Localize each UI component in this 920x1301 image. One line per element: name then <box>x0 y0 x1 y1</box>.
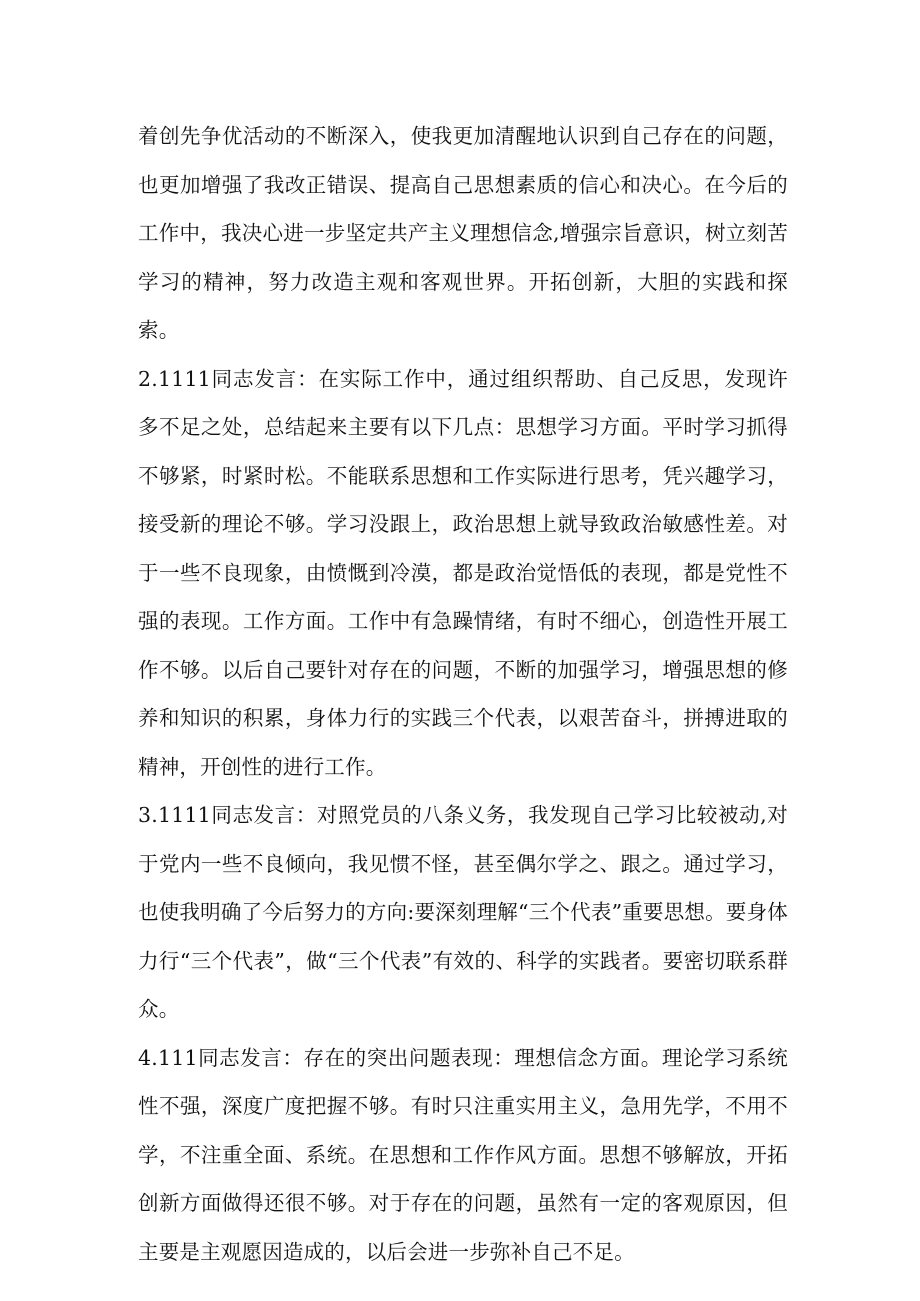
paragraph-continuation: 着创先争优活动的不断深入，使我更加清醒地认识到自己存在的问题，也更加增强了我改正错误、提高自己思想素质的信心和决心。在今后的工作中，我决心进一步坚定共产主义理想信念,增强宗旨意识，树立刻苦学习的精神，努力改造主观和客观世界。开拓创新，大胆的实践和探索。 <box>138 124 788 342</box>
paragraph-speech-3: 3.1111同志发言：对照党员的八条义务，我发现自己学习比较被动,对于党内一些不良倾向，我见惯不怪，甚至偶尔学之、跟之。通过学习，也使我明确了今后努力的方向:要深刻理解“三个代表”重要思想。要身体力行“三个代表”，做“三个代表”有效的、科学的实践者。要密切联系群众。 <box>138 803 788 1021</box>
document-page <box>138 112 788 1276</box>
paragraph-speech-2: 2.1111同志发言：在实际工作中，通过组织帮助、自己反思，发现许多不足之处，总结起来主要有以下几点：思想学习方面。平时学习抓得不够紧，时紧时松。不能联系思想和工作实际进行思考，凭兴趣学习，接受新的理论不够。学习没跟上，政治思想上就导致政治敏感性差。对于一些不良现象，由愤慨到冷漠，都是政治觉悟低的表现，都是党性不强的表现。工作方面。工作中有急躁情绪，有时不细心，创造性开展工作不够。以后自己要针对存在的问题，不断的加强学习，增强思想的修养和知识的积累，身体力行的实践三个代表，以艰苦奋斗，拼搏进取的精神，开创性的进行工作。 <box>138 366 788 779</box>
paragraph-speech-4: 4.111同志发言：存在的突出问题表现：理想信念方面。理论学习系统性不强，深度广度把握不够。有时只注重实用主义，急用先学，不用不学，不注重全面、系统。在思想和工作作风方面。思想不够解放，开拓创新方面做得还很不够。对于存在的问题，虽然有一定的客观原因，但主要是主观愿因造成的，以后会进一步弥补自己不足。 <box>138 1045 788 1264</box>
